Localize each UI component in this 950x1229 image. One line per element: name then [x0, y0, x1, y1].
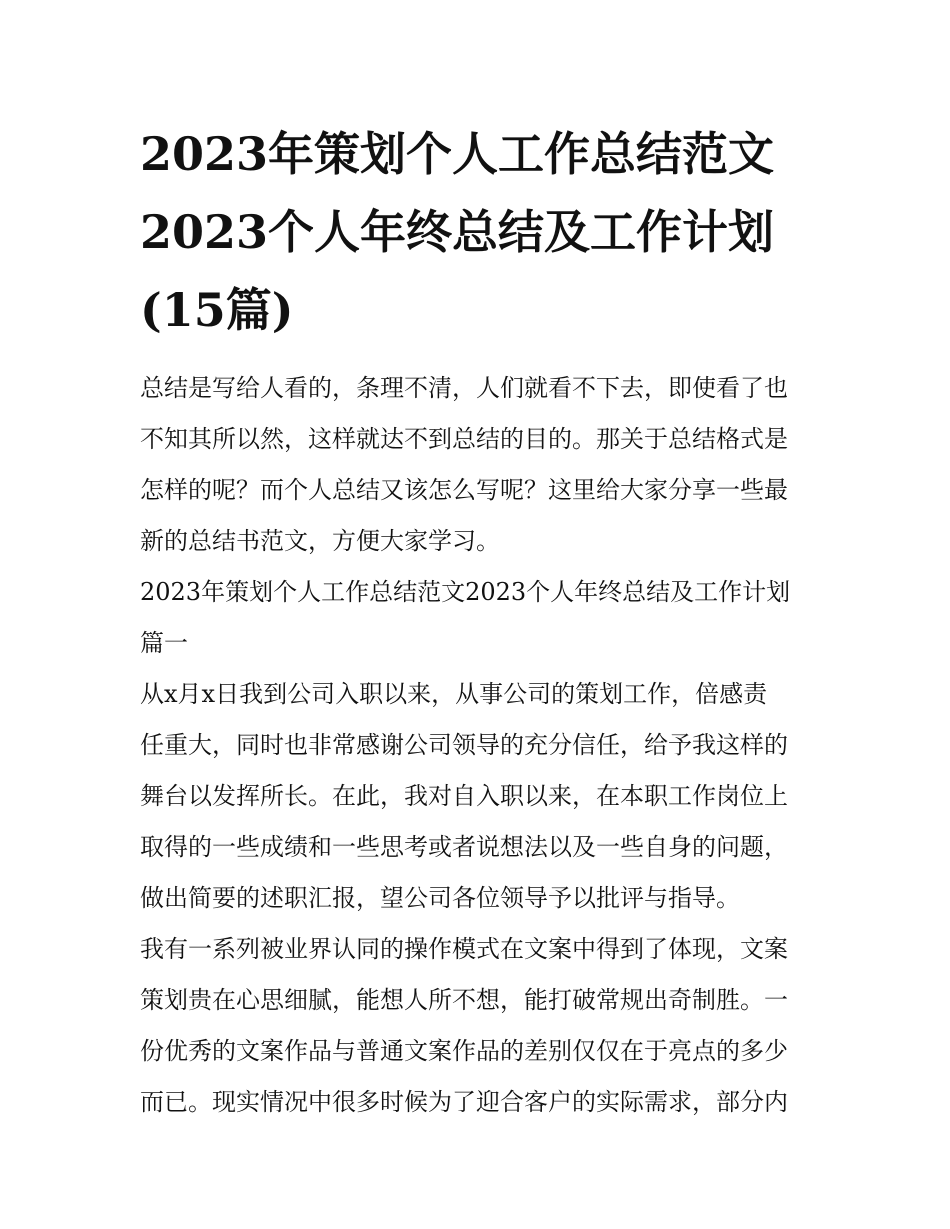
text-line: 从x月x日我到公司入职以来，从事公司的策划工作，倍感责 — [140, 680, 768, 708]
text-line: 怎样的呢？而个人总结又该怎么写呢？这里给大家分享一些最 — [140, 476, 788, 504]
text-line: 我有一系列被业界认同的操作模式在文案中得到了体现，文案 — [140, 935, 788, 963]
title-line: 2023个人年终总结及工作计划 — [140, 205, 775, 259]
title-line: (15篇) — [140, 283, 294, 337]
text-line: 任重大，同时也非常感谢公司领导的充分信任，给予我这样的 — [140, 731, 788, 759]
text-line: 不知其所以然，这样就达不到总结的目的。那关于总结格式是 — [140, 425, 788, 453]
text-line: 份优秀的文案作品与普通文案作品的差别仅仅在于亮点的多少 — [140, 1037, 788, 1065]
body-paragraph — [140, 924, 812, 1128]
title-line: 2023年策划个人工作总结范文 — [140, 127, 775, 181]
text-line: 做出简要的述职汇报，望公司各位领导予以批评与指导。 — [140, 884, 740, 912]
text-line: 而已。现实情况中很多时候为了迎合客户的实际需求，部分内 — [140, 1088, 788, 1116]
text-line: 总结是写给人看的，条理不清，人们就看不下去，即使看了也 — [140, 374, 788, 402]
intro-paragraph — [140, 363, 812, 567]
document-title — [140, 115, 812, 349]
text-line: 新的总结书范文，方便大家学习。 — [140, 527, 500, 555]
section-heading — [140, 567, 812, 669]
text-line: 舞台以发挥所长。在此，我对自入职以来，在本职工作岗位上 — [140, 782, 788, 810]
text-line: 取得的一些成绩和一些思考或者说想法以及一些自身的问题， — [140, 833, 788, 861]
text-line: 篇一 — [140, 629, 188, 657]
body-paragraph — [140, 669, 812, 924]
document-body — [140, 115, 812, 1128]
text-line: 2023年策划个人工作总结范文2023个人年终总结及工作计划 — [140, 578, 791, 606]
text-line: 策划贵在心思细腻，能想人所不想，能打破常规出奇制胜。一 — [140, 986, 788, 1014]
